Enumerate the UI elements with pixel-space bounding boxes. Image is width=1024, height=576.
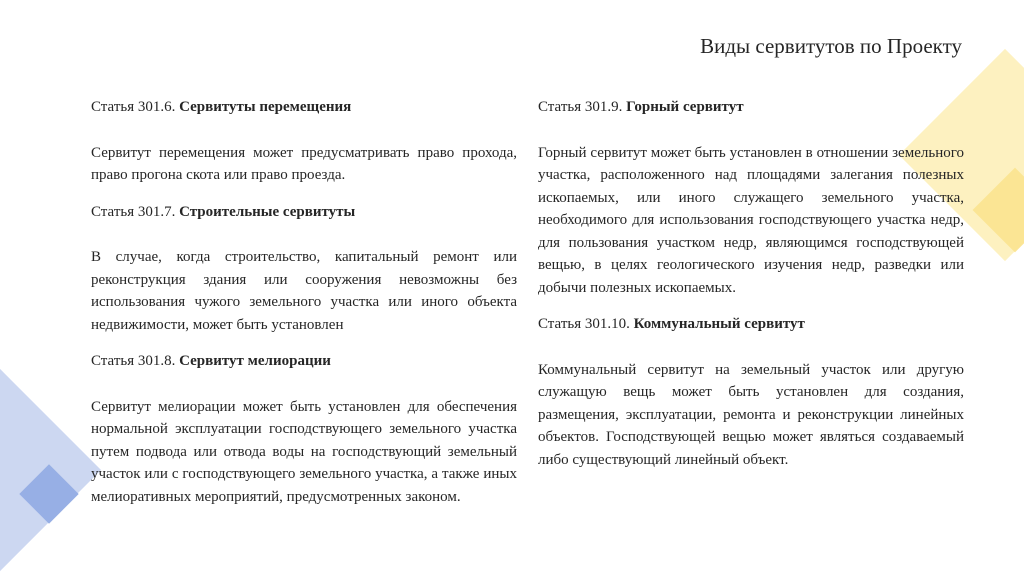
right-column (538, 96, 964, 485)
article-title: Коммунальный сервитут (633, 316, 805, 332)
article-section (538, 96, 964, 299)
article-section (91, 350, 517, 508)
article-text: Горный сервитут может быть установлен в отношении земельного участка, расположенного над площадями залегания полезных ископаемых, или иного служащего земельного участка, необходимого для использования господствующего участка недр, для пользования участком недр, являющимся господствующей вещью, в целях геологического изучения недр, разведки или добычи полезных ископаемых. (538, 144, 964, 296)
article-number: Статья 301.8. (91, 353, 180, 369)
article-heading (538, 96, 964, 119)
article-number: Статья 301.9. (538, 99, 627, 115)
article-section (91, 96, 517, 187)
article-title: Сервитуты перемещения (179, 99, 352, 115)
article-title: Горный сервитут (626, 99, 744, 115)
article-heading (91, 96, 517, 119)
article-text: Сервитут перемещения может предусматривать право прохода, право прогона скота или право проезда. (91, 144, 517, 183)
article-title: Строительные сервитуты (179, 203, 356, 220)
article-title: Сервитут мелиорации (179, 353, 331, 369)
article-number: Статья 301.10. (538, 316, 634, 332)
article-text: В случае, когда строительство, капитальный ремонт или реконструкция здания или сооружения невозможны без использования чужого земельного участка или иного объекта недвижимости, может быть установлен (91, 249, 517, 333)
slide-title: Виды сервитутов по Проекту (700, 34, 962, 58)
article-text: Сервитут мелиорации может быть установлен для обеспечения нормальной эксплуатации господствующего земельного участка путем подвода или отвода воды на господствующий земельный участок или с господствующего земельного участка, а также иных мелиоративных мероприятий, предусмотренных законом. (91, 398, 517, 505)
article-heading (91, 201, 517, 224)
article-section (91, 201, 517, 337)
article-number: Статья 301.6. (91, 99, 180, 115)
article-number: Статья 301.7. (91, 203, 180, 220)
article-section (538, 313, 964, 471)
left-column (91, 96, 517, 522)
article-text: Коммунальный сервитут на земельный участок или другую служащую вещь может быть установлен для создания, размещения, эксплуатации, ремонта и реконструкции линейных объектов. Господствующей вещью может являться создаваемый либо существующий линейный объект. (538, 361, 964, 468)
article-heading (538, 313, 964, 336)
article-heading (91, 350, 517, 373)
